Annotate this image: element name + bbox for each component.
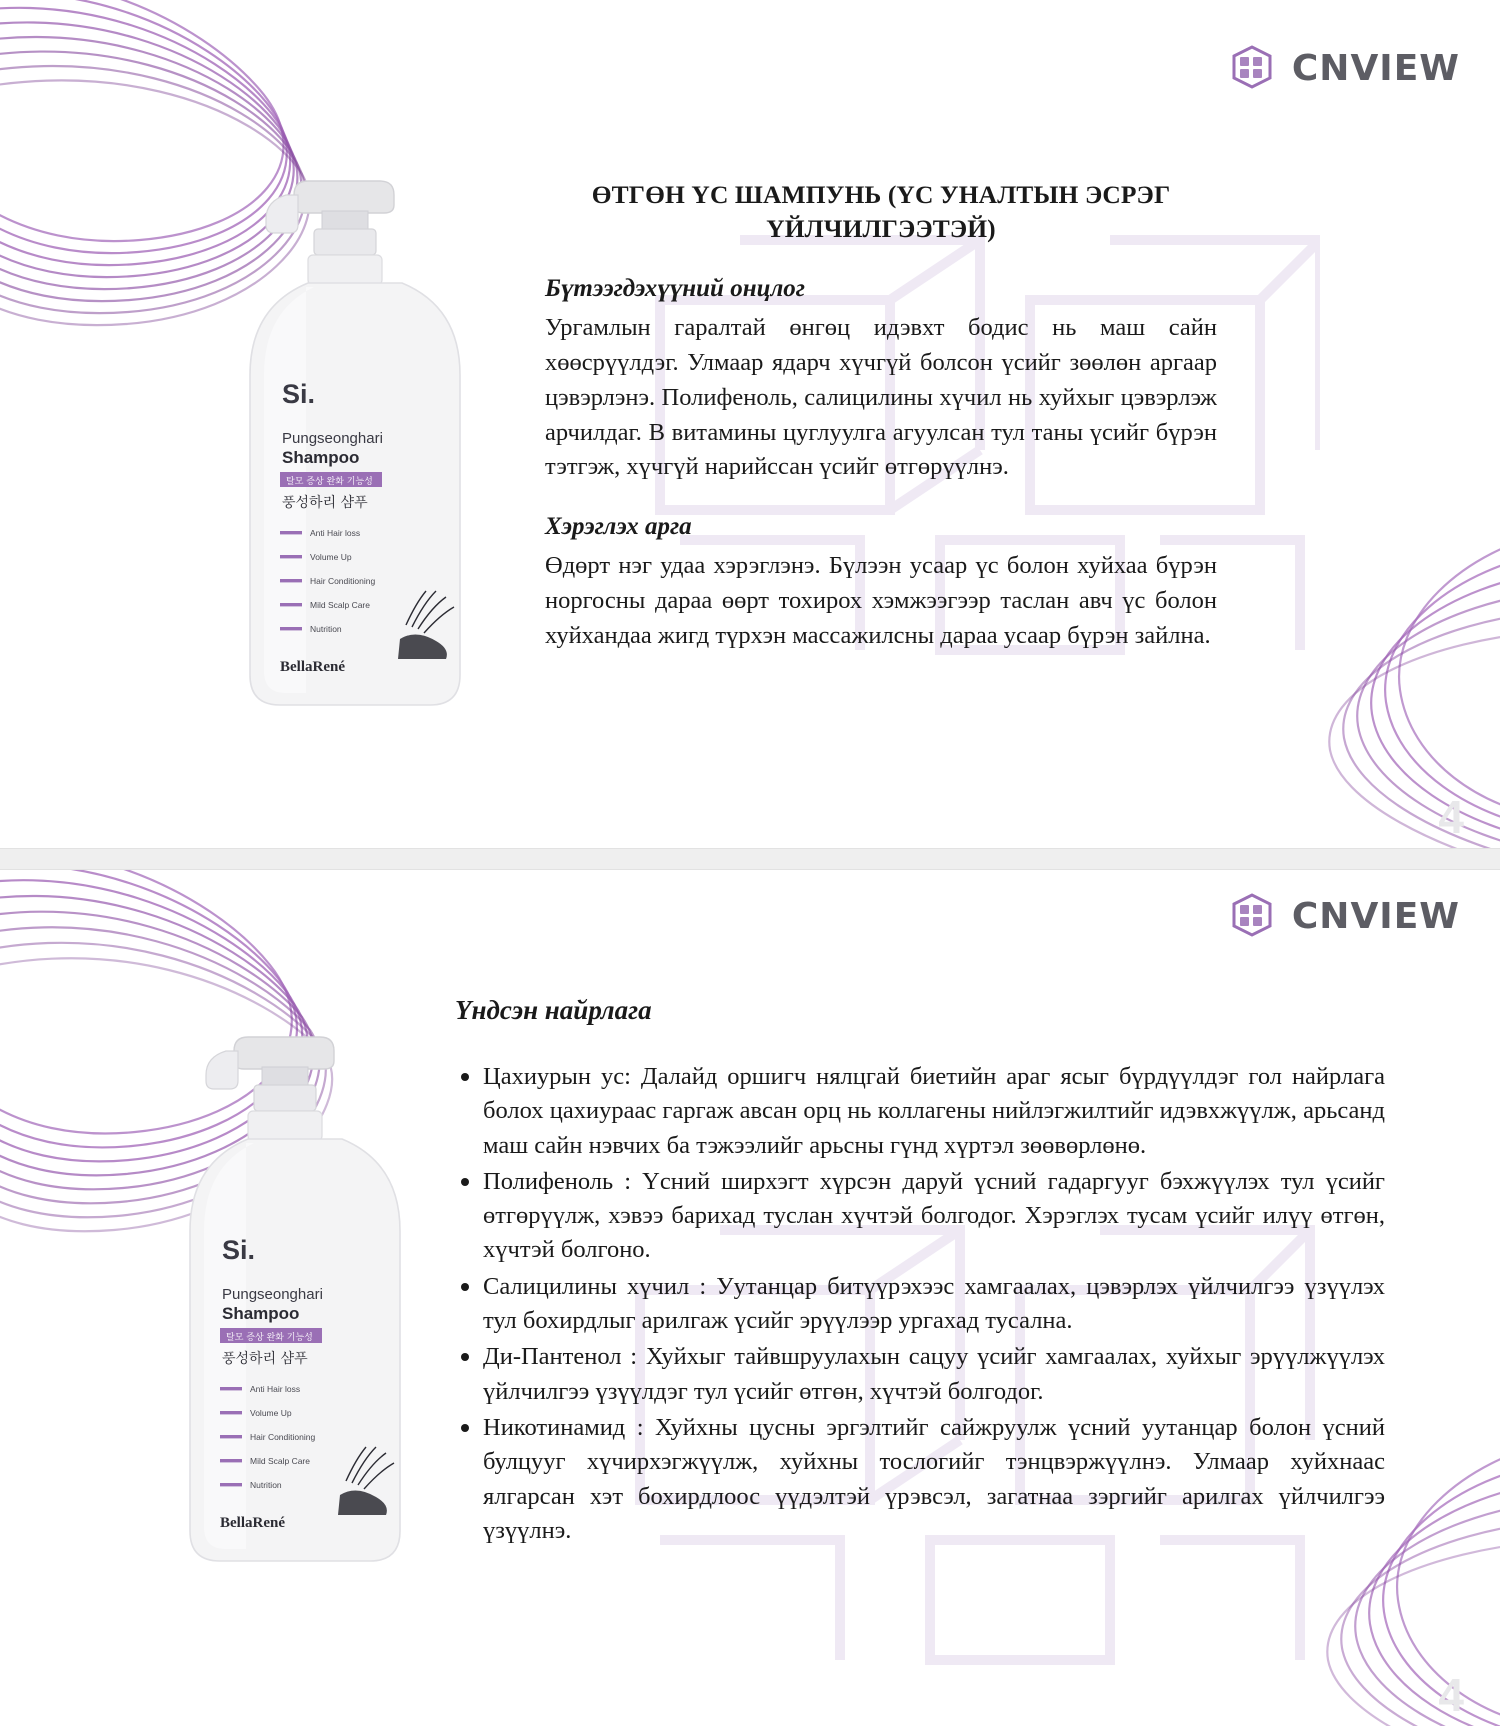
svg-text:Hair Conditioning: Hair Conditioning [250, 1432, 316, 1442]
section-heading-ingredients: Үндсэн найрлага [455, 995, 652, 1025]
product-image-2 [140, 871, 440, 1596]
section-body-usage: Өдөрт нэг удаа хэрэглэнэ. Бүлээн усаар үс болон хуйхаа бүрэн норгосны дараа өөрт тохирох хэмжээгээр таслан авч үс болон хуйхандаа жигд түрхэн массажилсны дараа усаар бүрэн зайлна. [545, 552, 1217, 649]
cube-logo-icon [1226, 890, 1278, 942]
svg-text:Shampoo: Shampoo [282, 448, 360, 467]
svg-text:풍성하리 샴푸: 풍성하리 샴푸 [222, 1351, 308, 1367]
list-item: Салицилины хүчил : Уутанцар битүүрэхээс хамгаалах, цэвэрлэх үйлчилгээ үзүүлэх тул бохирдлыг арилгаж үсийг эрүүлээр ургахад тусална. [455, 1270, 1385, 1339]
section-body-features: Ургамлын гаралтай өнгөц идэвхт бодис нь маш сайн хөөсрүүлдэг. Улмаар ядарч хүчгүй болсон үсийг зөөлөн аргаар цэвэрлэнэ. Полифеноль, салицилины хүчил нь хуйхыг цэвэрлэж арчилдаг. В витамины цуглуулга агуулсан тул таны үсийг бүрэн тэтгэж, хүчгүй нарийссан үсийг өтгөрүүлнэ. [545, 314, 1217, 481]
page-1 [0, 0, 1500, 848]
page-2-content [455, 995, 1385, 1550]
list-item: Никотинамид : Хуйхны цусны эргэлтийг сайжруулж үсний уутанцар болон үсний булцууг хүчирхэгжүүлж, хуйхны тослогийг тэнцвэржүүлнэ. Улмаар хуйхнаас ялгарсан хэт бохирдлоос үүдэлтэй үрэвсэл, загатнаа зэргийг арилгах үйлчилгээ үзүүлнэ. [455, 1411, 1385, 1548]
ingredients-list [455, 1060, 1385, 1548]
section-heading-usage: Хэрэглэх арга [545, 513, 692, 541]
svg-text:Mild Scalp Care: Mild Scalp Care [250, 1456, 310, 1466]
brand-logo [1226, 42, 1460, 94]
brand-logo-2 [1226, 890, 1460, 942]
svg-text:Pungseonghari: Pungseonghari [222, 1286, 323, 1303]
svg-text:Pungseonghari: Pungseonghari [282, 430, 383, 447]
svg-text:탈모 증상 완화 기능성: 탈모 증상 완화 기능성 [226, 1333, 313, 1343]
svg-text:BellaRené: BellaRené [220, 1515, 285, 1531]
page-1-content [545, 178, 1217, 654]
svg-text:Mild Scalp Care: Mild Scalp Care [310, 600, 370, 610]
svg-text:풍성하리 샴푸: 풍성하리 샴푸 [282, 495, 368, 511]
brand-logo-text: CNVIEW [1291, 47, 1460, 89]
cube-logo-icon [1226, 42, 1278, 94]
svg-text:Anti Hair loss: Anti Hair loss [310, 528, 361, 538]
page-number-2: 4 [1438, 1669, 1466, 1721]
svg-text:Shampoo: Shampoo [222, 1304, 300, 1323]
page-2 [0, 870, 1500, 1726]
svg-text:Volume Up: Volume Up [250, 1408, 292, 1418]
product-image [210, 155, 500, 720]
page-title: ӨТГӨН ҮС ШАМПУНЬ (ҮС УНАЛТЫН ЭСРЭГ ҮЙЛЧИЛГЭЭТЭЙ) [591, 180, 1171, 243]
section-heading-features: Бүтээгдэхүүний онцлог [545, 275, 806, 303]
svg-text:BellaRené: BellaRené [280, 659, 345, 675]
svg-text:Si.: Si. [282, 379, 316, 409]
svg-text:Volume Up: Volume Up [310, 552, 352, 562]
svg-text:Nutrition: Nutrition [310, 624, 342, 634]
list-item: Цахиурын ус: Далайд оршигч нялцгай биетийн араг ясыг бүрдүүлдэг гол найрлага болох цахиураас гаргаж авсан орц нь коллагены нийлэгжилтийг идэвхжүүлж, арьсанд маш сайн нэвчих ба тэжээлийг арьсны гүнд хүртэл зөөвөрлөнө. [455, 1060, 1385, 1163]
svg-text:Nutrition: Nutrition [250, 1480, 282, 1490]
svg-text:탈모 증상 완화 기능성: 탈모 증상 완화 기능성 [286, 477, 373, 487]
page-separator [0, 848, 1500, 870]
svg-text:Anti Hair loss: Anti Hair loss [250, 1384, 301, 1394]
list-item: Полифеноль : Үсний ширхэгт хүрсэн даруй үсний гадаргууг бэхжүүлэх тул үсийг өтгөрүүлж, хэвээ барихад туслан хүчтэй болгодог. Хэрэглэх тусам үсийг илүү өтгөн, хүчтэй болгоно. [455, 1165, 1385, 1268]
list-item: Ди-Пантенол : Хуйхыг тайвшруулахын сацуу үсийг хамгаалах, хуйхыг эрүүлжүүлэх үйлчилгээ үзүүлдэг тул үсийг өтгөн, хүчтэй болгодог. [455, 1340, 1385, 1409]
svg-text:Hair Conditioning: Hair Conditioning [310, 576, 376, 586]
svg-text:Si.: Si. [222, 1235, 256, 1265]
brand-logo-text: CNVIEW [1291, 895, 1460, 937]
page-number: 4 [1438, 791, 1466, 843]
